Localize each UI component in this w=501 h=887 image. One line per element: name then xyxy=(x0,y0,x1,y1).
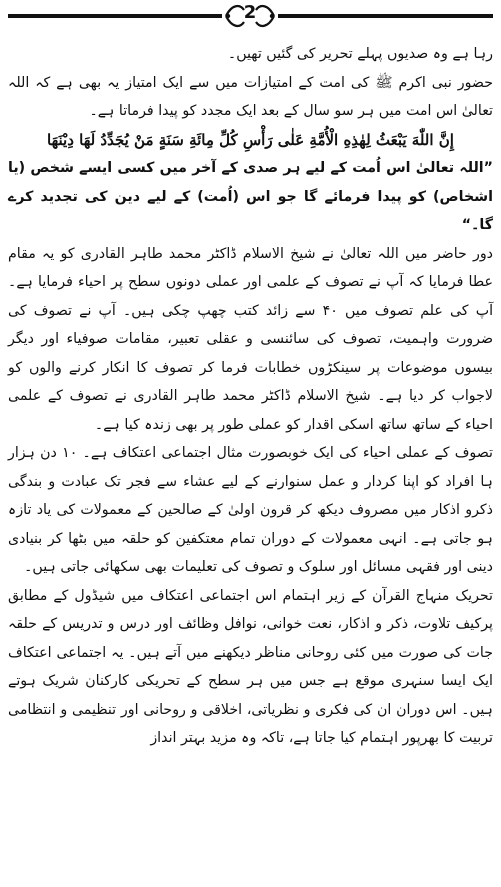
hadith-arabic: إِنَّ اللّٰهَ يَبْعَثُ لِهٰذِهِ الْأُمَّةِ عَلٰى رَأْسِ كُلِّ مِائَةِ سَنَةٍ مَنْ يُجَدِّدُ لَهَا دِيْنَهَا xyxy=(47,130,454,149)
page-header xyxy=(0,0,501,34)
paragraph-5: تحریک منہاج القرآن کے زیر اہتمام اس اجتماعی اعتکاف میں شیڈول کے مطابق پرکیف تلاوت، ذکر و اذکار، نعت خوانی، نوافل وظائف اور درس و تدریس کے حلقہ جات کی صورت میں کئی روحانی مناظر دیکھنے میں آتے ہیں۔ یہ اجتماعی اعتکاف ایک ایسا سنہری موقع ہے جس میں ہر سطح کے تحریکی کارکنان شریک ہوتے ہیں۔ اس دوران ان کی فکری و نظریاتی، اخلاقی و روحانی اور تنظیمی و انتظامی تربیت کا بھرپور اہتمام کیا جاتا ہے، تاکہ وہ مزید بہتر انداز xyxy=(8,587,493,746)
paragraph-2: حضور نبی اکرم ﷺ کی امت کے امتیازات میں سے ایک امتیاز یہ بھی ہے کہ اللہ تعالیٰ اس امت میں ہر سو سال کے بعد ایک مجدد کو پیدا فرماتا ہے۔ xyxy=(8,74,493,119)
header-rule-left xyxy=(8,14,222,18)
paragraph-3: دور حاضر میں اللہ تعالیٰ نے شیخ الاسلام ڈاکٹر محمد طاہر القادری کو یہ مقام عطا فرمایا کہ آپ نے تصوف کے علمی اور عملی دونوں سطح پر احیاء فرمایا ہے۔ آپ کی علم تصوف میں ۴۰ سے زائد کتب چھپ چکی ہیں۔ آپ نے تصوف کی ضرورت واہمیت، تصوف کی سائنسی و عقلی تعبیر، مقامات صوفیاء اور دیگر بیسوں موضوعات پر سینکڑوں خطابات فرما کر تصوف کا انکار کرنے والوں کو لاجواب کر دیا ہے۔ شیخ الاسلام ڈاکٹر محمد طاہر القادری نے تصوف کے علمی احیاء کے ساتھ ساتھ اسکی اقدار کو عملی طور پر بھی زندہ کیا ہے۔ xyxy=(8,245,494,433)
hadith-translation: ”اللہ تعالیٰ اس اُمت کے لیے ہر صدی کے آخر میں کسی ایسے شخص (یا اشخاص) کو پیدا فرمائے گا جو اس (اُمت) کے لیے دین کی تجدید کرے گا۔“ xyxy=(8,160,493,233)
paragraph-1: رہا ہے وہ صدیوں پہلے تحریر کی گئیں تھیں۔ xyxy=(227,46,493,62)
paragraph-4: تصوف کے عملی احیاء کی ایک خوبصورت مثال اجتماعی اعتکاف ہے۔ ۱۰ دن ہزار ہا افراد کو اپنا کردار و عمل سنوارنے کے لیے عشاء سے فجر تک عبادت و بندگی ذکرو اذکار میں مصروف دیکھ کر قرون اولیٰ کے صالحین کے معمولات کی یاد تازہ ہو جاتی ہے۔ انہی معمولات کے دوران تمام معتکفین کو حلقہ میں بٹھا کر بنیادی دینی اور فقہی مسائل اور سلوک و تصوف کی تعلیمات بھی سکھائی جاتی ہیں۔ xyxy=(8,445,493,575)
header-rule-right xyxy=(278,14,493,18)
document-body xyxy=(8,40,493,753)
page-number: 2 xyxy=(243,2,257,23)
